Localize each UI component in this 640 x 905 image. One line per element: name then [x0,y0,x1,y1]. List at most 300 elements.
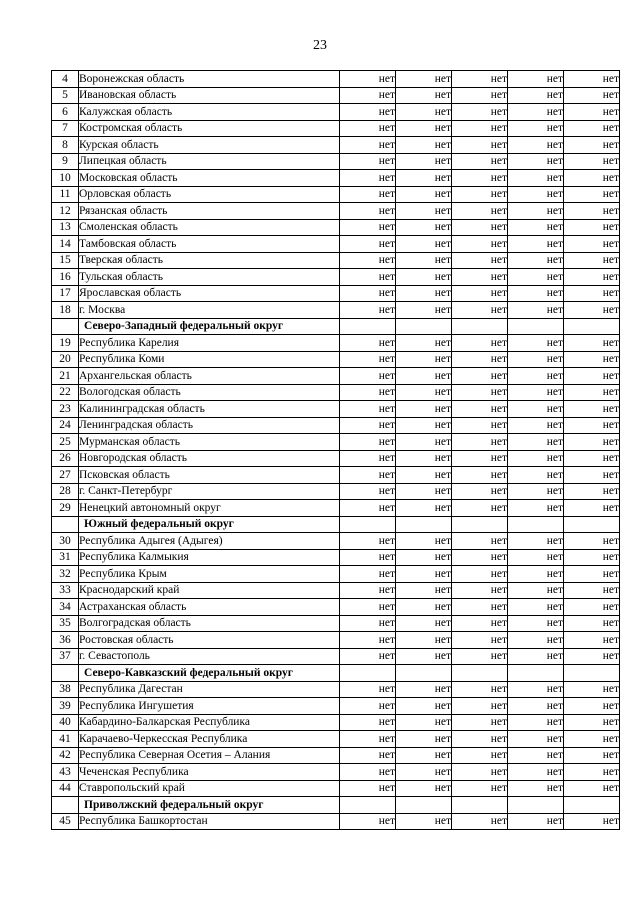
value-cell: нет [396,87,452,104]
section-empty-cell [340,665,396,682]
value-cell: нет [452,104,508,121]
value-cell: нет [508,219,564,236]
value-cell: нет [340,384,396,401]
value-cell: нет [452,302,508,319]
value-cell: нет [340,747,396,764]
value-cell: нет [340,533,396,550]
value-cell: нет [564,582,620,599]
region-name: Карачаево-Черкесская Республика [79,731,340,748]
value-cell: нет [508,170,564,187]
region-name: Рязанская область [79,203,340,220]
value-cell: нет [452,153,508,170]
value-cell: нет [564,384,620,401]
value-cell: нет [396,714,452,731]
value-cell: нет [564,500,620,517]
row-number: 34 [52,599,79,616]
table-row [52,351,620,368]
value-cell: нет [508,483,564,500]
region-name: Ивановская область [79,87,340,104]
section-empty-cell [452,797,508,814]
value-cell: нет [452,648,508,665]
row-number: 29 [52,500,79,517]
table-row [52,698,620,715]
value-cell: нет [340,71,396,88]
value-cell: нет [340,698,396,715]
table-row [52,87,620,104]
value-cell: нет [340,615,396,632]
value-cell: нет [508,120,564,137]
value-cell: нет [508,351,564,368]
region-name: Чеченская Республика [79,764,340,781]
value-cell: нет [396,186,452,203]
value-cell: нет [452,582,508,599]
value-cell: нет [396,335,452,352]
table-row [52,599,620,616]
value-cell: нет [452,681,508,698]
value-cell: нет [396,780,452,797]
value-cell: нет [396,434,452,451]
region-name: Вологодская область [79,384,340,401]
table-row [52,285,620,302]
section-empty-cell [396,797,452,814]
value-cell: нет [396,401,452,418]
value-cell: нет [452,500,508,517]
section-empty-cell [564,516,620,533]
value-cell: нет [452,599,508,616]
section-empty-cell [508,665,564,682]
value-cell: нет [452,203,508,220]
region-name: Республика Ингушетия [79,698,340,715]
value-cell: нет [340,120,396,137]
region-name: Республика Карелия [79,335,340,352]
value-cell: нет [396,236,452,253]
value-cell: нет [564,186,620,203]
value-cell: нет [508,780,564,797]
value-cell: нет [452,252,508,269]
value-cell: нет [564,549,620,566]
value-cell: нет [508,648,564,665]
row-number: 38 [52,681,79,698]
value-cell: нет [340,467,396,484]
value-cell: нет [340,302,396,319]
value-cell: нет [452,137,508,154]
row-number: 18 [52,302,79,319]
region-name: Липецкая область [79,153,340,170]
region-name: Ставропольский край [79,780,340,797]
value-cell: нет [396,203,452,220]
section-empty-cell [564,797,620,814]
table-row [52,302,620,319]
value-cell: нет [396,813,452,830]
value-cell: нет [564,417,620,434]
region-name: Ленинградская область [79,417,340,434]
value-cell: нет [452,417,508,434]
value-cell: нет [508,582,564,599]
value-cell: нет [452,401,508,418]
value-cell: нет [508,186,564,203]
region-name: Калужская область [79,104,340,121]
value-cell: нет [340,417,396,434]
value-cell: нет [508,533,564,550]
row-number: 9 [52,153,79,170]
value-cell: нет [340,434,396,451]
value-cell: нет [340,203,396,220]
value-cell: нет [452,170,508,187]
table-row [52,104,620,121]
value-cell: нет [340,780,396,797]
value-cell: нет [508,384,564,401]
value-cell: нет [340,582,396,599]
value-cell: нет [452,483,508,500]
value-cell: нет [564,698,620,715]
value-cell: нет [340,764,396,781]
value-cell: нет [508,137,564,154]
value-cell: нет [508,714,564,731]
value-cell: нет [564,203,620,220]
value-cell: нет [452,467,508,484]
value-cell: нет [564,747,620,764]
value-cell: нет [564,450,620,467]
value-cell: нет [340,731,396,748]
value-cell: нет [396,170,452,187]
row-number: 30 [52,533,79,550]
row-number: 21 [52,368,79,385]
value-cell: нет [340,549,396,566]
table-row [52,203,620,220]
value-cell: нет [508,681,564,698]
section-empty-cell [452,665,508,682]
value-cell: нет [564,681,620,698]
value-cell: нет [564,236,620,253]
value-cell: нет [340,104,396,121]
value-cell: нет [452,87,508,104]
value-cell: нет [508,731,564,748]
value-cell: нет [452,434,508,451]
region-name: Республика Дагестан [79,681,340,698]
value-cell: нет [508,615,564,632]
value-cell: нет [396,417,452,434]
table-row [52,434,620,451]
table-row [52,236,620,253]
value-cell: нет [564,632,620,649]
value-cell: нет [452,450,508,467]
row-number: 43 [52,764,79,781]
value-cell: нет [396,467,452,484]
row-number: 6 [52,104,79,121]
table-row [52,384,620,401]
value-cell: нет [396,599,452,616]
row-number: 7 [52,120,79,137]
row-number: 36 [52,632,79,649]
value-cell: нет [396,698,452,715]
value-cell: нет [340,483,396,500]
row-number: 10 [52,170,79,187]
region-name: Московская область [79,170,340,187]
table-row [52,450,620,467]
value-cell: нет [564,615,620,632]
table-row [52,533,620,550]
region-name: г. Севастополь [79,648,340,665]
value-cell: нет [340,500,396,517]
table-row [52,731,620,748]
value-cell: нет [508,335,564,352]
value-cell: нет [452,335,508,352]
row-number: 15 [52,252,79,269]
value-cell: нет [340,285,396,302]
value-cell: нет [452,780,508,797]
row-number: 28 [52,483,79,500]
row-number: 35 [52,615,79,632]
region-name: Республика Адыгея (Адыгея) [79,533,340,550]
value-cell: нет [340,252,396,269]
value-cell: нет [508,434,564,451]
row-number: 5 [52,87,79,104]
value-cell: нет [508,549,564,566]
value-cell: нет [564,219,620,236]
value-cell: нет [396,384,452,401]
value-cell: нет [564,599,620,616]
value-cell: нет [396,747,452,764]
value-cell: нет [396,120,452,137]
region-name: Мурманская область [79,434,340,451]
value-cell: нет [452,71,508,88]
row-number: 32 [52,566,79,583]
table-row [52,467,620,484]
value-cell: нет [452,120,508,137]
section-empty-cell [396,318,452,335]
table-row [52,566,620,583]
value-cell: нет [340,351,396,368]
value-cell: нет [508,153,564,170]
section-number-cell [52,516,79,533]
table-row [52,335,620,352]
table-row [52,500,620,517]
section-number-cell [52,665,79,682]
value-cell: нет [340,450,396,467]
row-number: 44 [52,780,79,797]
value-cell: нет [564,71,620,88]
row-number: 17 [52,285,79,302]
table-row [52,714,620,731]
row-number: 39 [52,698,79,715]
region-name: Орловская область [79,186,340,203]
value-cell: нет [340,335,396,352]
region-name: Астраханская область [79,599,340,616]
value-cell: нет [452,186,508,203]
table-row [52,681,620,698]
value-cell: нет [340,153,396,170]
row-number: 42 [52,747,79,764]
table-row [52,401,620,418]
value-cell: нет [452,549,508,566]
row-number: 8 [52,137,79,154]
value-cell: нет [564,335,620,352]
table-row [52,252,620,269]
region-name: г. Москва [79,302,340,319]
value-cell: нет [564,351,620,368]
value-cell: нет [340,813,396,830]
table-row [52,186,620,203]
value-cell: нет [508,813,564,830]
value-cell: нет [340,648,396,665]
region-name: Тамбовская область [79,236,340,253]
value-cell: нет [452,368,508,385]
region-name: Курская область [79,137,340,154]
value-cell: нет [452,731,508,748]
value-cell: нет [508,236,564,253]
section-empty-cell [452,318,508,335]
section-empty-cell [340,516,396,533]
value-cell: нет [508,252,564,269]
table-row [52,780,620,797]
value-cell: нет [564,483,620,500]
value-cell: нет [396,219,452,236]
value-cell: нет [452,615,508,632]
section-title: Северо-Кавказский федеральный округ [79,665,340,682]
section-title: Южный федеральный округ [79,516,340,533]
table-body [52,71,620,830]
region-name: Калининградская область [79,401,340,418]
value-cell: нет [564,533,620,550]
value-cell: нет [452,533,508,550]
value-cell: нет [452,632,508,649]
value-cell: нет [508,71,564,88]
row-number: 37 [52,648,79,665]
table-row [52,632,620,649]
row-number: 45 [52,813,79,830]
value-cell: нет [564,714,620,731]
table-row [52,615,620,632]
value-cell: нет [564,252,620,269]
region-name: Ненецкий автономный округ [79,500,340,517]
value-cell: нет [564,137,620,154]
value-cell: нет [452,698,508,715]
value-cell: нет [508,764,564,781]
value-cell: нет [340,87,396,104]
value-cell: нет [340,269,396,286]
value-cell: нет [396,252,452,269]
region-name: Костромская область [79,120,340,137]
region-name: г. Санкт-Петербург [79,483,340,500]
value-cell: нет [564,467,620,484]
value-cell: нет [452,351,508,368]
value-cell: нет [340,566,396,583]
row-number: 27 [52,467,79,484]
value-cell: нет [396,566,452,583]
table-row [52,170,620,187]
value-cell: нет [564,285,620,302]
value-cell: нет [396,368,452,385]
row-number: 40 [52,714,79,731]
section-title: Северо-Западный федеральный округ [79,318,340,335]
region-name: Архангельская область [79,368,340,385]
region-name: Псковская область [79,467,340,484]
value-cell: нет [452,747,508,764]
region-name: Республика Коми [79,351,340,368]
value-cell: нет [396,351,452,368]
value-cell: нет [396,153,452,170]
section-empty-cell [508,318,564,335]
row-number: 25 [52,434,79,451]
value-cell: нет [340,632,396,649]
table-row [52,813,620,830]
section-empty-cell [340,318,396,335]
region-name: Ростовская область [79,632,340,649]
section-row [52,797,620,814]
table-row [52,153,620,170]
section-empty-cell [396,516,452,533]
region-name: Республика Башкортостан [79,813,340,830]
value-cell: нет [396,764,452,781]
section-empty-cell [452,516,508,533]
value-cell: нет [340,681,396,698]
value-cell: нет [564,764,620,781]
value-cell: нет [452,285,508,302]
value-cell: нет [564,87,620,104]
row-number: 33 [52,582,79,599]
value-cell: нет [508,104,564,121]
value-cell: нет [508,302,564,319]
table-row [52,483,620,500]
section-row [52,318,620,335]
value-cell: нет [564,813,620,830]
page-number: 23 [313,38,327,53]
value-cell: нет [396,681,452,698]
value-cell: нет [396,731,452,748]
value-cell: нет [452,566,508,583]
row-number: 26 [52,450,79,467]
value-cell: нет [340,714,396,731]
row-number: 23 [52,401,79,418]
value-cell: нет [564,434,620,451]
table-row [52,368,620,385]
value-cell: нет [396,71,452,88]
section-row [52,516,620,533]
value-cell: нет [508,566,564,583]
value-cell: нет [396,483,452,500]
value-cell: нет [564,120,620,137]
value-cell: нет [508,500,564,517]
section-number-cell [52,797,79,814]
value-cell: нет [340,170,396,187]
row-number: 41 [52,731,79,748]
table-row [52,549,620,566]
table-row [52,764,620,781]
row-number: 13 [52,219,79,236]
row-number: 4 [52,71,79,88]
value-cell: нет [564,368,620,385]
row-number: 19 [52,335,79,352]
region-name: Воронежская область [79,71,340,88]
value-cell: нет [508,632,564,649]
value-cell: нет [452,384,508,401]
value-cell: нет [564,780,620,797]
table-row [52,137,620,154]
value-cell: нет [340,186,396,203]
value-cell: нет [508,401,564,418]
value-cell: нет [452,269,508,286]
value-cell: нет [452,714,508,731]
value-cell: нет [396,302,452,319]
value-cell: нет [564,153,620,170]
row-number: 31 [52,549,79,566]
region-name: Ярославская область [79,285,340,302]
value-cell: нет [508,467,564,484]
regions-table [51,70,620,830]
value-cell: нет [508,269,564,286]
row-number: 14 [52,236,79,253]
section-empty-cell [564,318,620,335]
